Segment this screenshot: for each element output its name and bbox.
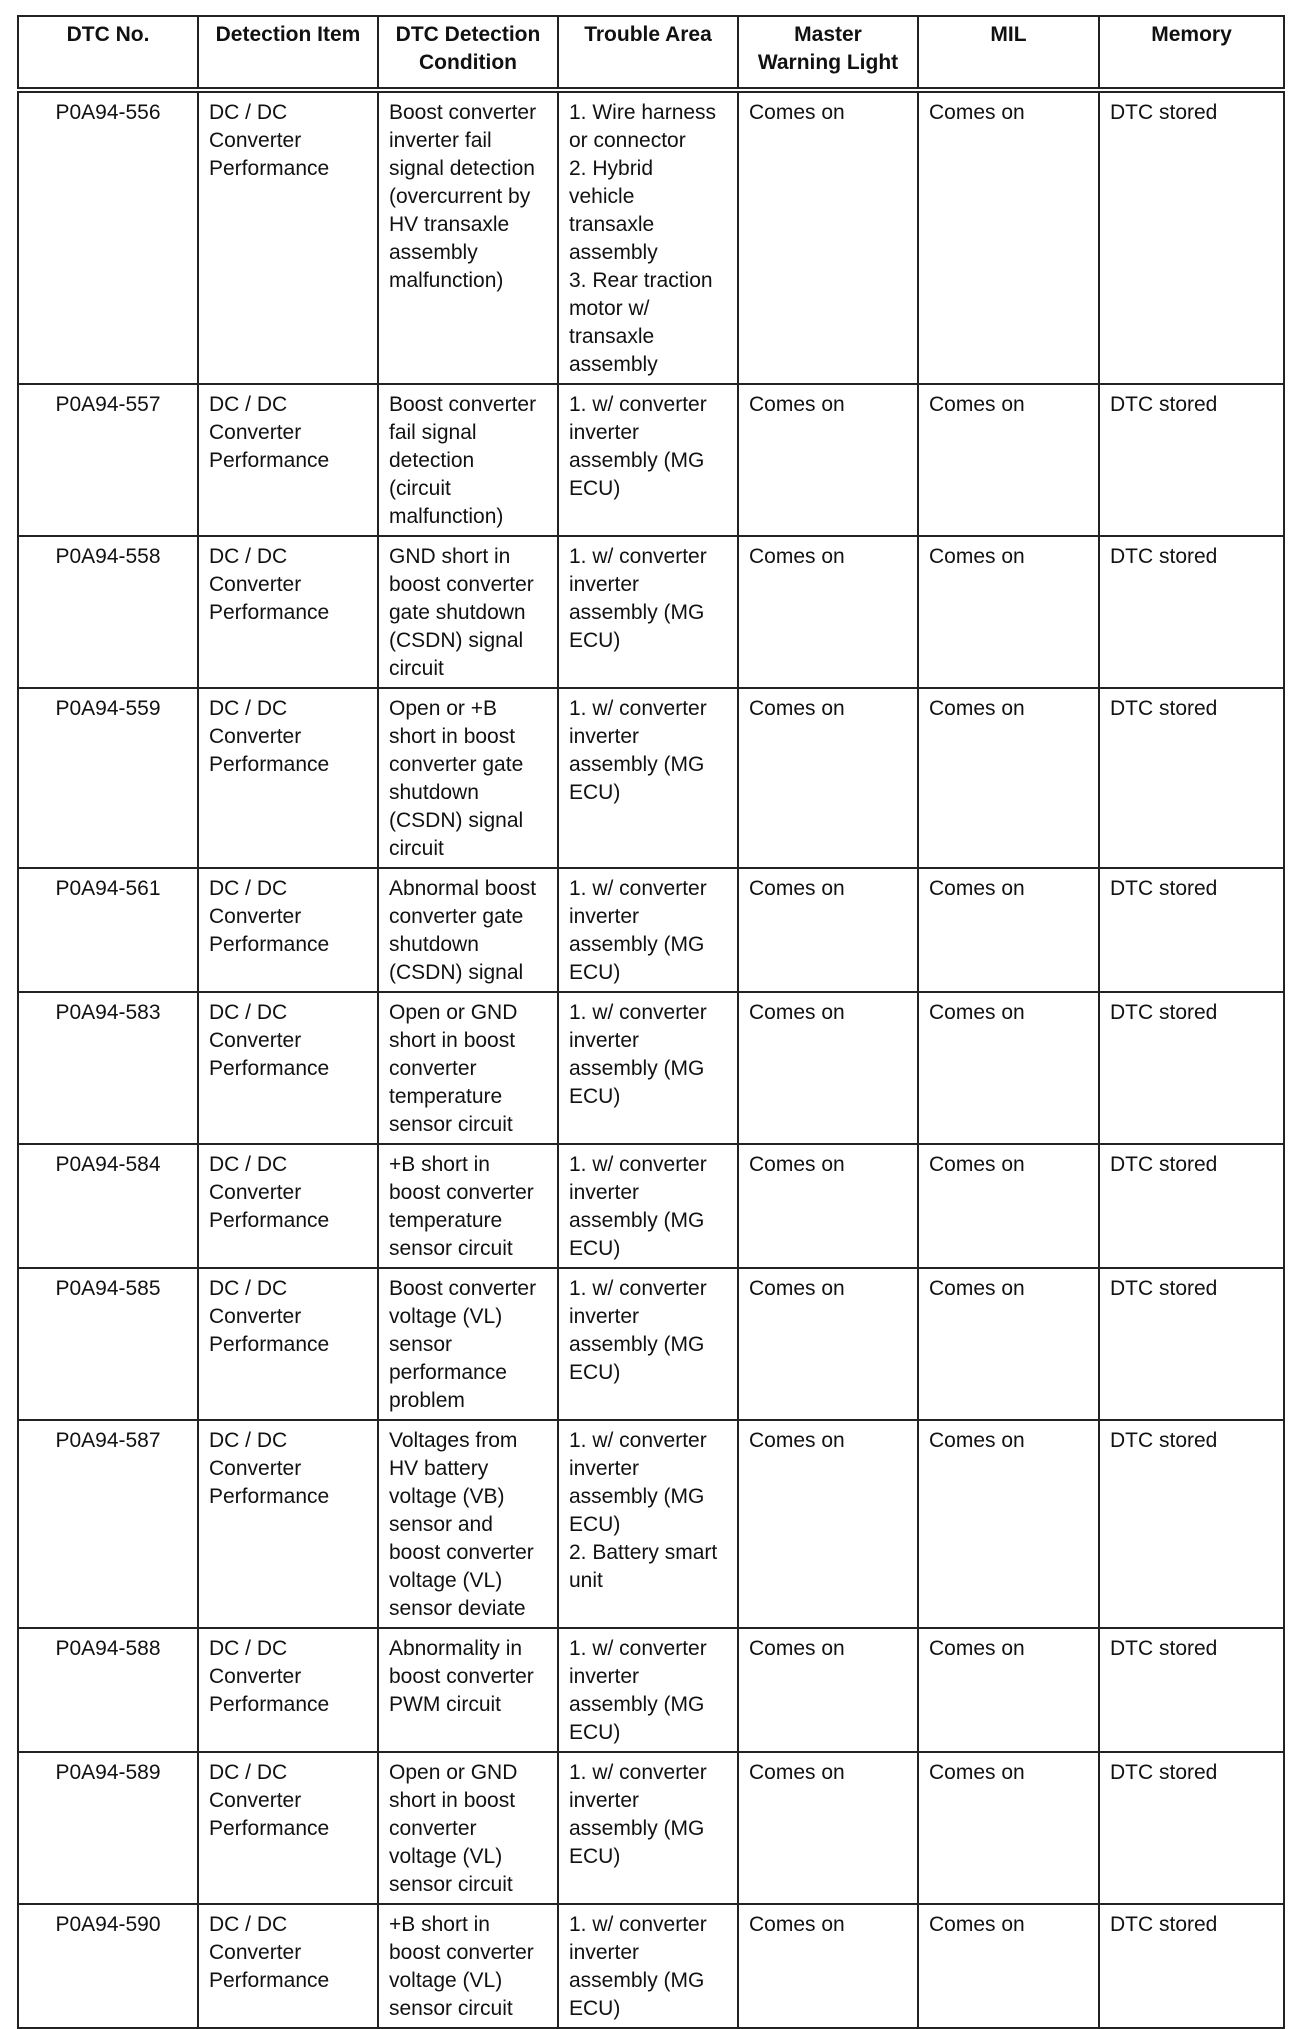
table-row xyxy=(18,1752,1284,1904)
table-row xyxy=(18,1420,1284,1628)
cell-mil: Comes on xyxy=(918,536,1099,688)
cell-master-warning-light: Comes on xyxy=(738,1268,918,1420)
cell-dtc-no: P0A94-584 xyxy=(18,1144,198,1268)
cell-memory: DTC stored xyxy=(1099,688,1284,868)
cell-memory: DTC stored xyxy=(1099,384,1284,536)
header-mil: MIL xyxy=(918,16,1099,90)
cell-mil: Comes on xyxy=(918,1628,1099,1752)
header-dtc-no: DTC No. xyxy=(18,16,198,90)
cell-dtc-no: P0A94-587 xyxy=(18,1420,198,1628)
cell-memory: DTC stored xyxy=(1099,1628,1284,1752)
cell-trouble-area: 1. w/ converter inverter assembly (MG ECU) xyxy=(558,1268,738,1420)
table-row xyxy=(18,536,1284,688)
cell-mil: Comes on xyxy=(918,688,1099,868)
cell-dtc-no: P0A94-588 xyxy=(18,1628,198,1752)
table-row xyxy=(18,384,1284,536)
cell-trouble-area: 1. w/ converter inverter assembly (MG ECU) xyxy=(558,688,738,868)
cell-detection-condition: Open or +B short in boost converter gate shutdown (CSDN) signal circuit xyxy=(378,688,558,868)
cell-detection-item: DC / DC Converter Performance xyxy=(198,1144,378,1268)
cell-detection-item: DC / DC Converter Performance xyxy=(198,1628,378,1752)
table-row xyxy=(18,688,1284,868)
header-memory: Memory xyxy=(1099,16,1284,90)
cell-trouble-area: 1. w/ converter inverter assembly (MG ECU) xyxy=(558,536,738,688)
cell-memory: DTC stored xyxy=(1099,90,1284,384)
cell-detection-item: DC / DC Converter Performance xyxy=(198,1420,378,1628)
cell-memory: DTC stored xyxy=(1099,1144,1284,1268)
cell-detection-condition: Voltages from HV battery voltage (VB) sensor and boost converter voltage (VL) sensor deviate xyxy=(378,1420,558,1628)
cell-detection-condition: Open or GND short in boost converter voltage (VL) sensor circuit xyxy=(378,1752,558,1904)
cell-detection-condition: Open or GND short in boost converter temperature sensor circuit xyxy=(378,992,558,1144)
cell-detection-condition: Abnormal boost converter gate shutdown (CSDN) signal xyxy=(378,868,558,992)
cell-detection-item: DC / DC Converter Performance xyxy=(198,90,378,384)
cell-dtc-no: P0A94-590 xyxy=(18,1904,198,2028)
cell-detection-condition: Boost converter fail signal detection (circuit malfunction) xyxy=(378,384,558,536)
cell-detection-item: DC / DC Converter Performance xyxy=(198,688,378,868)
cell-detection-item: DC / DC Converter Performance xyxy=(198,992,378,1144)
cell-memory: DTC stored xyxy=(1099,536,1284,688)
table-row xyxy=(18,992,1284,1144)
cell-detection-item: DC / DC Converter Performance xyxy=(198,384,378,536)
cell-mil: Comes on xyxy=(918,1752,1099,1904)
cell-detection-item: DC / DC Converter Performance xyxy=(198,1268,378,1420)
cell-memory: DTC stored xyxy=(1099,868,1284,992)
cell-dtc-no: P0A94-583 xyxy=(18,992,198,1144)
cell-master-warning-light: Comes on xyxy=(738,1144,918,1268)
cell-master-warning-light: Comes on xyxy=(738,1904,918,2028)
cell-master-warning-light: Comes on xyxy=(738,90,918,384)
cell-detection-item: DC / DC Converter Performance xyxy=(198,868,378,992)
cell-dtc-no: P0A94-589 xyxy=(18,1752,198,1904)
cell-detection-item: DC / DC Converter Performance xyxy=(198,1752,378,1904)
cell-detection-item: DC / DC Converter Performance xyxy=(198,1904,378,2028)
cell-dtc-no: P0A94-557 xyxy=(18,384,198,536)
cell-detection-condition: Abnormality in boost converter PWM circuit xyxy=(378,1628,558,1752)
cell-mil: Comes on xyxy=(918,384,1099,536)
cell-master-warning-light: Comes on xyxy=(738,1420,918,1628)
cell-detection-condition: +B short in boost converter voltage (VL) sensor circuit xyxy=(378,1904,558,2028)
cell-detection-item: DC / DC Converter Performance xyxy=(198,536,378,688)
cell-trouble-area: 1. Wire harness or connector 2. Hybrid vehicle transaxle assembly 3. Rear traction motor w/ transaxle assembly xyxy=(558,90,738,384)
cell-master-warning-light: Comes on xyxy=(738,1628,918,1752)
table-row xyxy=(18,1144,1284,1268)
cell-mil: Comes on xyxy=(918,90,1099,384)
table-row xyxy=(18,868,1284,992)
cell-master-warning-light: Comes on xyxy=(738,384,918,536)
cell-detection-condition: GND short in boost converter gate shutdown (CSDN) signal circuit xyxy=(378,536,558,688)
cell-trouble-area: 1. w/ converter inverter assembly (MG ECU) xyxy=(558,1144,738,1268)
cell-trouble-area: 1. w/ converter inverter assembly (MG ECU) xyxy=(558,1904,738,2028)
cell-mil: Comes on xyxy=(918,1420,1099,1628)
cell-trouble-area: 1. w/ converter inverter assembly (MG ECU) xyxy=(558,384,738,536)
table-row xyxy=(18,1268,1284,1420)
cell-trouble-area: 1. w/ converter inverter assembly (MG ECU) xyxy=(558,1752,738,1904)
cell-dtc-no: P0A94-585 xyxy=(18,1268,198,1420)
cell-mil: Comes on xyxy=(918,1268,1099,1420)
cell-trouble-area: 1. w/ converter inverter assembly (MG ECU) xyxy=(558,1628,738,1752)
cell-memory: DTC stored xyxy=(1099,992,1284,1144)
header-master-warning-light: Master Warning Light xyxy=(738,16,918,90)
cell-dtc-no: P0A94-561 xyxy=(18,868,198,992)
cell-master-warning-light: Comes on xyxy=(738,688,918,868)
cell-mil: Comes on xyxy=(918,868,1099,992)
cell-dtc-no: P0A94-558 xyxy=(18,536,198,688)
cell-master-warning-light: Comes on xyxy=(738,992,918,1144)
cell-master-warning-light: Comes on xyxy=(738,536,918,688)
cell-master-warning-light: Comes on xyxy=(738,1752,918,1904)
header-trouble-area: Trouble Area xyxy=(558,16,738,90)
table-row xyxy=(18,90,1284,384)
cell-trouble-area: 1. w/ converter inverter assembly (MG ECU) xyxy=(558,868,738,992)
cell-detection-condition: Boost converter voltage (VL) sensor performance problem xyxy=(378,1268,558,1420)
cell-trouble-area: 1. w/ converter inverter assembly (MG ECU) xyxy=(558,992,738,1144)
dtc-table xyxy=(17,15,1285,2029)
cell-memory: DTC stored xyxy=(1099,1420,1284,1628)
header-detection-item: Detection Item xyxy=(198,16,378,90)
table-row xyxy=(18,1904,1284,2028)
cell-memory: DTC stored xyxy=(1099,1904,1284,2028)
header-detection-condition: DTC Detection Condition xyxy=(378,16,558,90)
cell-trouble-area: 1. w/ converter inverter assembly (MG ECU) 2. Battery smart unit xyxy=(558,1420,738,1628)
cell-master-warning-light: Comes on xyxy=(738,868,918,992)
cell-dtc-no: P0A94-559 xyxy=(18,688,198,868)
cell-memory: DTC stored xyxy=(1099,1268,1284,1420)
cell-mil: Comes on xyxy=(918,1144,1099,1268)
table-header xyxy=(18,16,1284,90)
cell-dtc-no: P0A94-556 xyxy=(18,90,198,384)
header-row xyxy=(18,16,1284,90)
cell-mil: Comes on xyxy=(918,992,1099,1144)
cell-detection-condition: Boost converter inverter fail signal detection (overcurrent by HV transaxle assembly malfunction) xyxy=(378,90,558,384)
table-body xyxy=(18,90,1284,2028)
cell-detection-condition: +B short in boost converter temperature sensor circuit xyxy=(378,1144,558,1268)
table-row xyxy=(18,1628,1284,1752)
cell-mil: Comes on xyxy=(918,1904,1099,2028)
cell-memory: DTC stored xyxy=(1099,1752,1284,1904)
